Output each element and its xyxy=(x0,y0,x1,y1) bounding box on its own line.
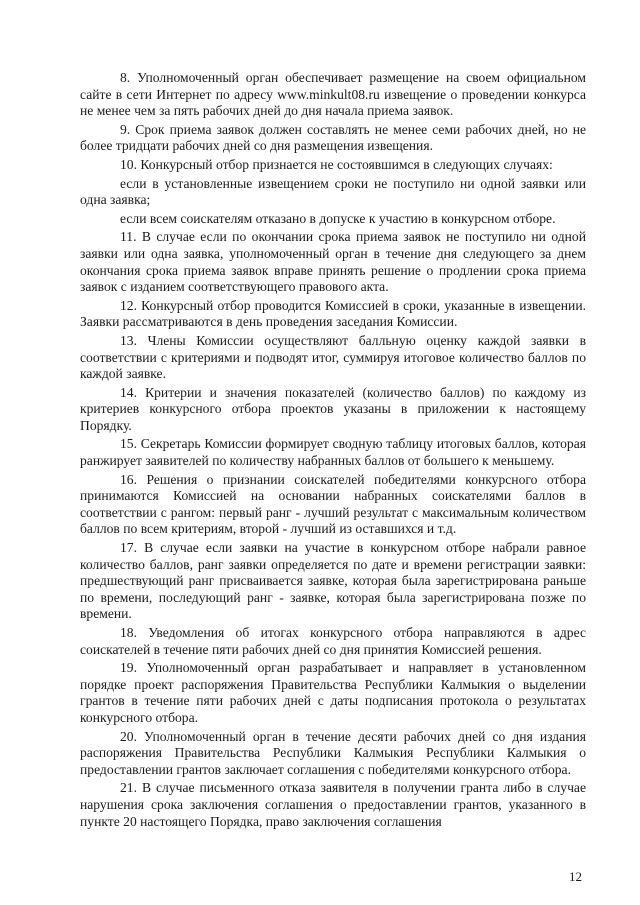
paragraph-15: 15. Секретарь Комиссии формирует сводную таблицу итоговых баллов, которая ранжирует заявителей по количеству набранных баллов от большего к меньшему. xyxy=(80,436,586,469)
paragraph-9: 9. Срок приема заявок должен составлять не менее семи рабочих дней, но не более тридцати рабочих дней со дня размещения извещения. xyxy=(80,121,586,154)
paragraph-12: 12. Конкурсный отбор проводится Комиссией в сроки, указанные в извещении. Заявки рассматриваются в день проведения заседания Комиссии. xyxy=(80,297,586,330)
paragraph-16: 16. Решения о признании соискателей победителями конкурсного отбора принимаются Комиссией на основании набранных соискателями баллов в соответствии с рангом: первый ранг - лучший результат с максимальным количеством баллов по всем критериям, второй - лучший из оставшихся и т.д. xyxy=(80,471,586,537)
paragraph-13: 13. Члены Комиссии осуществляют балльную оценку каждой заявки в соответствии с критериями и подводят итог, суммируя итоговое количество баллов по каждой заявке. xyxy=(80,332,586,382)
paragraph-10-case-1: если в установленные извещением сроки не поступило ни одной заявки или одна заявка; xyxy=(80,175,586,208)
paragraph-21: 21. В случае письменного отказа заявителя в получении гранта либо в случае нарушения срока заключения соглашения о предоставлении грантов, указанного в пункте 20 настоящего Порядка, право заключения соглашения xyxy=(80,780,586,829)
paragraph-20: 20. Уполномоченный орган в течение десяти рабочих дней со дня издания распоряжения Правительства Республики Калмыкия Республики Калмыкия о предоставлении грантов заключает соглашения с победителями конкурсного отбора. xyxy=(80,728,586,777)
paragraph-11: 11. В случае если по окончании срока приема заявок не поступило ни одной заявки или одна заявка, уполномоченный орган в течение дня следующего за днем окончания срока приема заявок вправе принять решение о продлении срока приема заявок с изданием соответствующего правового акта. xyxy=(80,229,586,295)
paragraph-19: 19. Уполномоченный орган разрабатывает и направляет в установленном порядке проект распоряжения Правительства Республики Калмыкия о выделении грантов в течение пяти рабочих дней с даты подписания протокола о результатах конкурсного отбора. xyxy=(80,660,586,725)
document-body xyxy=(80,70,586,832)
paragraph-8: 8. Уполномоченный орган обеспечивает размещение на своем официальном сайте в сети Интернет по адресу www.minkult08.ru извещение о проведении конкурса не менее чем за пять рабочих дней до дня начала приема заявок. xyxy=(80,70,586,119)
paragraph-10: 10. Конкурсный отбор признается не состоявшимся в следующих случаях: xyxy=(120,156,553,172)
paragraph-10-case-2: если всем соискателям отказано в допуске к участию в конкурсном отборе. xyxy=(120,210,556,226)
paragraph-17: 17. В случае если заявки на участие в конкурсном отборе набрали равное количество баллов, ранг заявки определяется по дате и времени регистрации заявки: предшествующий ранг присваивается заявке, которая была зарегистрирована раньше по времени, последующий ранг - заявке, которая была зарегистрирована позже по времени. xyxy=(80,540,586,622)
page-number: 12 xyxy=(569,869,582,884)
paragraph-14: 14. Критерии и значения показателей (количество баллов) по каждому из критериев конкурсного отбора проектов указаны в приложении к настоящему Порядку. xyxy=(80,384,586,433)
paragraph-18: 18. Уведомления об итогах конкурсного отбора направляются в адрес соискателей в течение пяти рабочих дней со дня принятия Комиссией решения. xyxy=(80,625,586,657)
